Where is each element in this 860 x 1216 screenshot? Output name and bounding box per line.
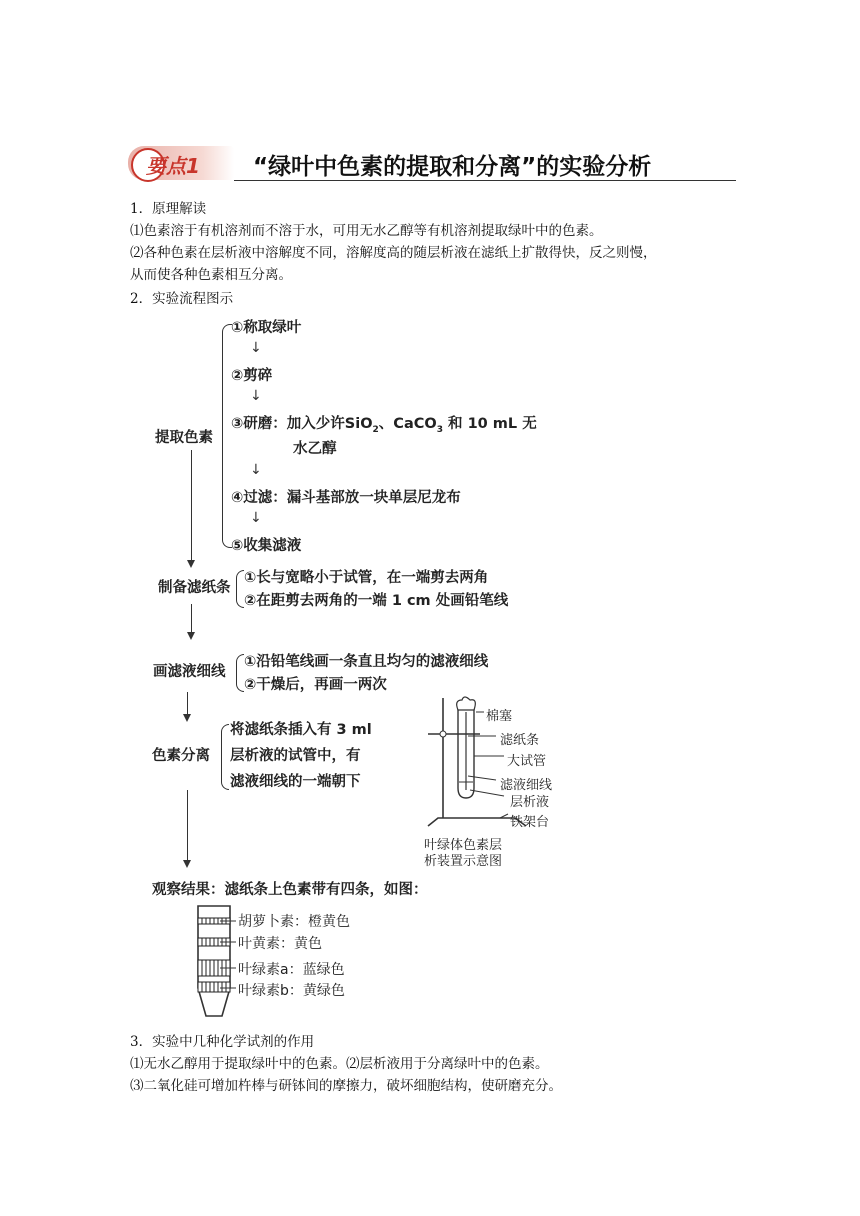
sio2-subscript: 2: [372, 424, 379, 435]
section2-heading: 2．实验流程图示: [130, 291, 234, 307]
paper-step-1: ①长与宽略小于试管，在一端剪去两角: [244, 570, 489, 586]
sio2-formula: SiO: [344, 416, 373, 432]
line-label: 画滤液细线: [153, 664, 226, 680]
step-grind: [231, 412, 537, 435]
badge-label: 要点1: [146, 154, 200, 178]
caco3-subscript: 3: [436, 424, 443, 435]
band-label-chlorophyll-b: 叶绿素b：黄绿色: [238, 983, 345, 999]
section1-paragraph-2a: ⑵各种色素在层析液中溶解度不同，溶解度高的随层析液在滤纸上扩散得快，反之则慢，: [130, 245, 657, 261]
flow-arrow-1-head: [187, 560, 195, 568]
sep-label: 色素分离: [152, 748, 210, 764]
leader-line: [468, 776, 496, 780]
leader-solvent: [470, 790, 504, 796]
section1-paragraph-2b: 从而使各种色素相互分离。: [130, 267, 292, 283]
paper-brace: [236, 570, 244, 608]
extract-label: 提取色素: [155, 430, 213, 446]
sep-brace: [221, 724, 229, 790]
flow-arrow-3-head: [183, 714, 191, 722]
observe-result: 观察结果：滤纸条上色素带有四条，如图：: [152, 882, 428, 898]
label-test-tube: 大试管: [507, 754, 547, 769]
step-arrow-4: ↓: [250, 510, 262, 526]
paper-step-2: ②在距剪去两角的一端 1 cm 处画铅笔线: [244, 593, 509, 609]
label-paper-strip: 滤纸条: [500, 733, 540, 748]
band-label-chlorophyll-a: 叶绿素a：蓝绿色: [238, 962, 345, 978]
step-arrow-2: ↓: [250, 388, 262, 404]
section3-paragraph-1: ⑴无水乙醇用于提取绿叶中的色素。⑵层析液用于分离绿叶中的色素。: [130, 1056, 549, 1072]
caco3-formula: 、CaCO: [378, 416, 437, 432]
step-arrow-3: ↓: [250, 462, 262, 478]
band-chlorophyll-b: [198, 982, 230, 992]
apparatus-caption-1: 叶绿体色素层: [424, 838, 503, 853]
section3-paragraph-2: ⑶二氧化硅可增加杵棒与研钵间的摩擦力，破坏细胞结构，使研磨充分。: [130, 1078, 562, 1094]
line-step-2: ②干燥后，再画一两次: [244, 677, 387, 693]
line-brace: [236, 654, 244, 692]
strip-drawing: [190, 904, 240, 1022]
page-title: “绿叶中色素的提取和分离”的实验分析: [253, 154, 652, 180]
label-cotton: 棉塞: [486, 709, 513, 724]
step-filter: ④过滤：漏斗基部放一块单层尼龙布: [231, 490, 461, 506]
band-label-xanthophyll: 叶黄素：黄色: [238, 936, 322, 952]
label-solvent: 层析液: [510, 795, 550, 810]
apparatus-caption-2: 析装置示意图: [424, 854, 503, 869]
line-step-1: ①沿铅笔线画一条直且均匀的滤液细线: [244, 654, 489, 670]
step-cut: ②剪碎: [231, 368, 273, 384]
flow-arrow-2: [191, 604, 192, 634]
title-underline: [234, 180, 736, 181]
flow-arrow-4: [187, 790, 188, 862]
step-collect: ⑤收集滤液: [231, 538, 302, 554]
step-weigh: ①称取绿叶: [231, 320, 302, 336]
step-arrow-1: ↓: [250, 340, 262, 356]
label-filtrate-line: 滤液细线: [500, 778, 553, 793]
label-stand: 铁架台: [510, 815, 550, 830]
flow-arrow-2-head: [187, 632, 195, 640]
extract-brace: [222, 324, 232, 548]
cotton-plug: [457, 697, 476, 710]
band-label-carotene: 胡萝卜素：橙黄色: [238, 914, 350, 930]
step-grind-label: ③研磨：加入少许: [231, 416, 345, 432]
flow-arrow-4-head: [183, 860, 191, 868]
clamp-knob: [440, 731, 446, 737]
section1-heading: 1．原理解读: [130, 201, 207, 217]
sep-line-1: 将滤纸条插入有 3 ml: [230, 722, 372, 738]
step-grind-cont: 水乙醇: [293, 441, 337, 457]
paper-label: 制备滤纸条: [158, 580, 231, 596]
sep-line-3: 滤液细线的一端朝下: [230, 774, 361, 790]
section3-heading: 3．实验中几种化学试剂的作用: [130, 1034, 315, 1050]
sep-line-2: 层析液的试管中，有: [230, 748, 361, 764]
section1-paragraph-1: ⑴色素溶于有机溶剂而不溶于水，可用无水乙醇等有机溶剂提取绿叶中的色素。: [130, 223, 603, 239]
flow-arrow-3: [187, 692, 188, 716]
step-grind-tail: 和 10 mL 无: [442, 416, 537, 432]
flow-arrow-1: [191, 450, 192, 562]
